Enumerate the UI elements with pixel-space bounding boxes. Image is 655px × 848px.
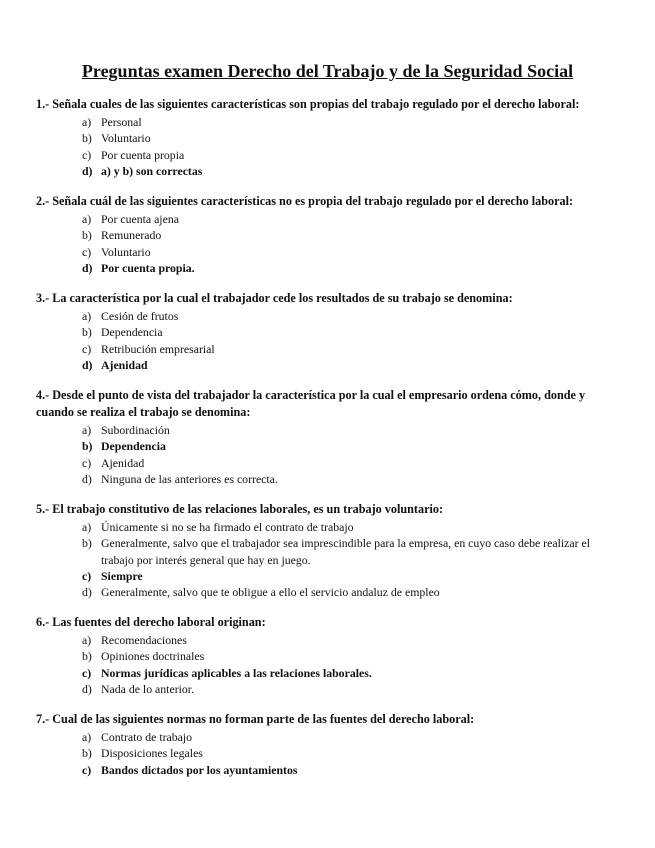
option-text: Contrato de trabajo (101, 730, 193, 744)
question-7 (36, 711, 602, 778)
option-letter: c) (82, 665, 92, 680)
question-2 (36, 193, 602, 276)
option-letter: a) (82, 520, 92, 534)
option-item (36, 584, 602, 600)
question-text: 1.- Señala cuales de las siguientes características son propias del trabajo regulado por el derecho laboral: (36, 97, 580, 111)
option-letter: c) (82, 244, 92, 259)
correct-option-item (36, 260, 602, 276)
option-text: Por cuenta propia. (101, 260, 195, 275)
option-letter: d) (82, 585, 92, 600)
option-item (36, 324, 602, 340)
question-text: 6.- Las fuentes del derecho laboral originan: (36, 615, 266, 629)
option-item (36, 147, 602, 163)
question-4 (36, 387, 602, 487)
option-list (36, 632, 602, 697)
question-text: 5.- El trabajo constitutivo de las relaciones laborales, es un trabajo voluntario: (36, 502, 444, 516)
option-item (36, 211, 602, 227)
option-text: Bandos dictados por los ayuntamientos (101, 762, 298, 777)
option-text: Ninguna de las anteriores es correcta. (101, 471, 278, 486)
document-title: Preguntas examen Derecho del Trabajo y de la Seguridad Social (81, 61, 574, 81)
question-5 (36, 501, 602, 600)
correct-option-item (36, 438, 602, 454)
option-text: Recomendaciones (101, 633, 187, 647)
option-text: Disposiciones legales (101, 746, 203, 761)
option-item (36, 227, 602, 243)
option-letter: a) (82, 212, 92, 226)
option-letter: a) (82, 309, 92, 323)
option-list (36, 422, 602, 487)
option-list (36, 114, 602, 179)
option-list (36, 729, 602, 778)
question-text: 3.- La característica por la cual el trabajador cede los resultados de su trabajo se denomina: (36, 291, 513, 305)
option-item (36, 130, 602, 146)
option-letter: b) (82, 439, 93, 454)
option-text: Subordinación (101, 423, 170, 437)
option-letter: d) (82, 681, 92, 696)
option-text: Siempre (101, 568, 143, 583)
option-text: Generalmente, salvo que el trabajador sea imprescindible para la empresa, en cuyo caso debe realizar el trabajo por interés general que hay en juego. (101, 536, 591, 567)
correct-option-item (36, 163, 602, 179)
option-item (36, 729, 602, 745)
option-list (36, 211, 602, 276)
option-item (36, 745, 602, 761)
option-text: Por cuenta ajena (101, 212, 179, 226)
option-letter: b) (82, 649, 92, 664)
option-item (36, 519, 602, 535)
option-item (36, 114, 602, 130)
option-text: Personal (101, 115, 142, 129)
option-letter: c) (82, 568, 92, 583)
option-item (36, 244, 602, 260)
option-list (36, 519, 602, 600)
option-text: Nada de lo anterior. (101, 681, 195, 696)
option-letter: c) (82, 455, 92, 470)
option-item (36, 455, 602, 471)
option-text: Dependencia (101, 325, 163, 340)
option-text: Normas jurídicas aplicables a las relaciones laborales. (101, 665, 372, 680)
option-letter: c) (82, 147, 92, 162)
option-letter: a) (82, 115, 92, 129)
option-item (36, 648, 602, 664)
option-letter: d) (82, 163, 93, 178)
option-letter: b) (82, 536, 92, 551)
option-text: Voluntario (101, 131, 151, 146)
option-text: Cesión de frutos (101, 309, 179, 323)
option-text: Remunerado (101, 228, 162, 243)
option-text: Ajenidad (101, 357, 148, 372)
option-letter: b) (82, 746, 92, 761)
option-letter: b) (82, 131, 92, 146)
correct-option-item (36, 568, 602, 584)
option-letter: b) (82, 325, 92, 340)
question-6 (36, 614, 602, 697)
option-letter: d) (82, 357, 93, 372)
option-text: Únicamente si no se ha firmado el contrato de trabajo (101, 520, 354, 534)
option-text: Generalmente, salvo que te obligue a ello el servicio andaluz de empleo (101, 585, 440, 600)
option-item (36, 422, 602, 438)
option-text: a) y b) son correctas (101, 163, 203, 178)
option-letter: d) (82, 260, 93, 275)
option-item (36, 308, 602, 324)
question-1 (36, 96, 602, 179)
option-text: Dependencia (101, 439, 166, 454)
option-text: Retribución empresarial (101, 341, 215, 356)
option-item (36, 535, 602, 568)
question-text: 4.- Desde el punto de vista del trabajador la característica por la cual el empresario ordena cómo, donde y cuando se realiza el trabajo se denomina: (36, 388, 586, 419)
question-3 (36, 290, 602, 373)
option-letter: c) (82, 341, 92, 356)
option-letter: a) (82, 730, 92, 744)
question-text: 7.- Cual de las siguientes normas no forman parte de las fuentes del derecho laboral: (36, 712, 475, 726)
option-text: Por cuenta propia (101, 147, 185, 162)
option-text: Voluntario (101, 244, 151, 259)
correct-option-item (36, 357, 602, 373)
option-item (36, 632, 602, 648)
correct-option-item (36, 665, 602, 681)
option-item (36, 681, 602, 697)
option-letter: a) (82, 423, 92, 437)
correct-option-item (36, 762, 602, 778)
option-letter: c) (82, 762, 92, 777)
option-text: Ajenidad (101, 455, 145, 470)
option-letter: a) (82, 633, 92, 647)
option-letter: b) (82, 228, 92, 243)
option-list (36, 308, 602, 373)
question-text: 2.- Señala cuál de las siguientes características no es propia del trabajo regulado por el derecho laboral: (36, 194, 574, 208)
option-text: Opiniones doctrinales (101, 649, 205, 664)
option-item (36, 471, 602, 487)
option-item (36, 341, 602, 357)
option-letter: d) (82, 471, 92, 486)
